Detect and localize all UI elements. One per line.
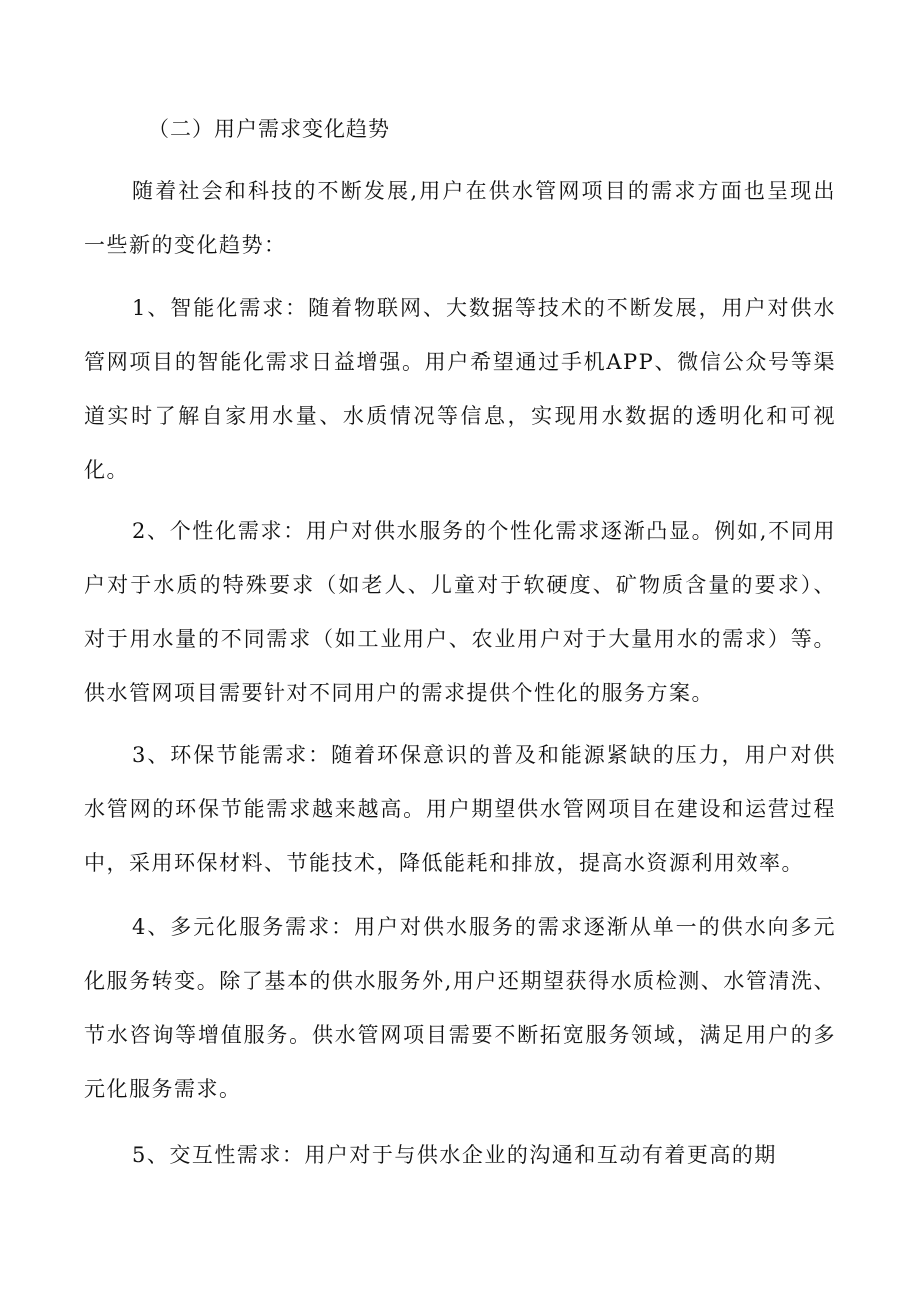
paragraph-intelligent-demand: 1、智能化需求：随着物联网、大数据等技术的不断发展，用户对供水管网项目的智能化需求日益增强。用户希望通过手机APP、微信公众号等渠道实时了解自家用水量、水质情况等信息，实现用水数据的透明化和可视化。 xyxy=(84,296,836,482)
paragraph-intro: 随着社会和科技的不断发展,用户在供水管网项目的需求方面也呈现出一些新的变化趋势： xyxy=(84,179,836,257)
paragraph-eco-energy-demand: 3、环保节能需求：随着环保意识的普及和能源紧缺的压力，用户对供水管网的环保节能需求越来越高。用户期望供水管网项目在建设和运营过程中，采用环保材料、节能技术，降低能耗和排放，提高水资源利用效率。 xyxy=(84,743,836,875)
paragraph-interaction-demand: 5、交互性需求：用户对于与供水企业的沟通和互动有着更高的期 xyxy=(132,1143,777,1167)
paragraph-personalized-demand: 2、个性化需求：用户对供水服务的个性化需求逐渐凸显。例如,不同用户对于水质的特殊要求（如老人、儿童对于软硬度、矿物质含量的要求）、对于用水量的不同需求（如工业用户、农业用户对于大量用水的需求）等。供水管网项目需要针对不同用户的需求提供个性化的服务方案。 xyxy=(84,519,836,705)
section-heading: （二）用户需求变化趋势 xyxy=(148,117,390,141)
paragraph-diversified-service-demand: 4、多元化服务需求：用户对供水服务的需求逐渐从单一的供水向多元化服务转变。除了基本的供水服务外,用户还期望获得水质检测、水管清洗、节水咨询等增值服务。供水管网项目需要不断拓宽服务领域，满足用户的多元化服务需求。 xyxy=(84,915,836,1101)
